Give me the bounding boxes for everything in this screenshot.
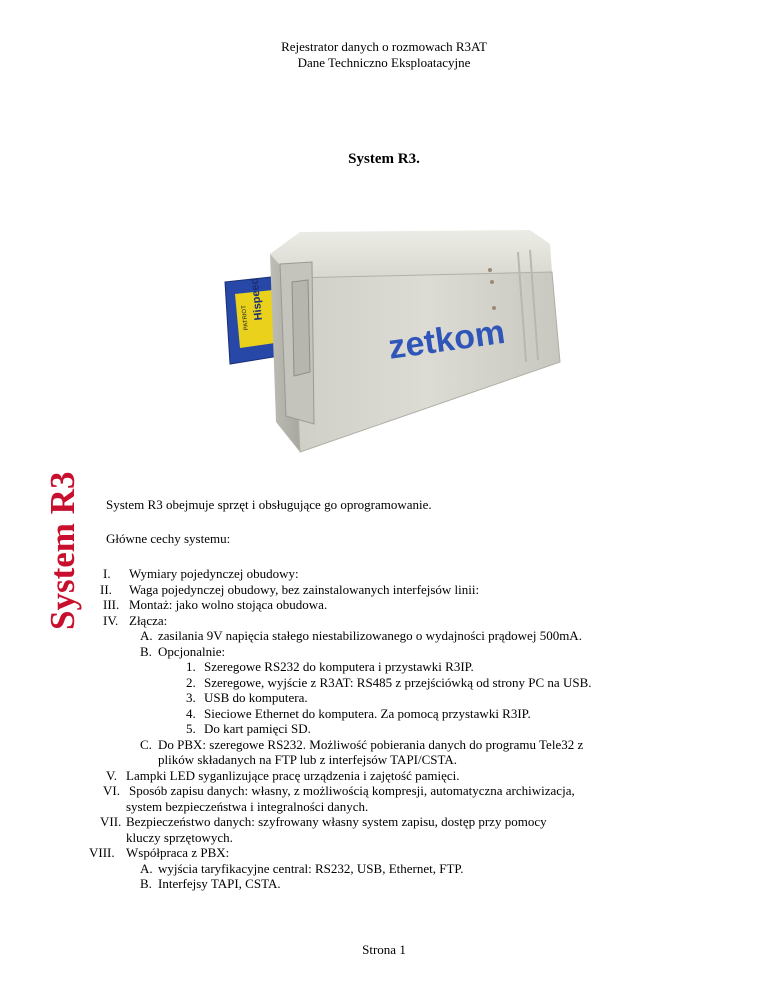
list-item-continuation: plików składanych na FTP lub z interfejsów TAPI/CSTA. (158, 752, 458, 767)
list-item: Do PBX: szeregowe RS232. Możliwość pobierania danych do programu Tele32 z (158, 737, 584, 752)
list-item-marker: VI. (103, 783, 120, 798)
list-item-marker: IV. (103, 613, 119, 628)
list-item-marker: B. (140, 644, 152, 659)
list-item-marker: 1. (186, 659, 196, 674)
list-item: Do kart pamięci SD. (204, 721, 311, 736)
header-line-1: Rejestrator danych o rozmowach R3AT (281, 39, 487, 54)
list-item: Szeregowe, wyjście z R3AT: RS485 z przejściówką od strony PC na USB. (204, 675, 592, 690)
list-item-marker: A. (140, 861, 153, 876)
list-item-marker: III. (103, 597, 120, 612)
list-item: wyjścia taryfikacyjne central: RS232, USB, Ethernet, FTP. (158, 861, 464, 876)
page-number: Strona 1 (362, 942, 406, 957)
list-item-continuation: system bezpieczeństwa i integralności danych. (126, 799, 369, 814)
list-item: Lampki LED syganlizujące pracę urządzenia i zajętość pamięci. (126, 768, 460, 783)
product-photo (200, 212, 570, 472)
list-item: Interfejsy TAPI, CSTA. (158, 876, 281, 891)
list-item-marker: 5. (186, 721, 196, 736)
list-item: Współpraca z PBX: (126, 845, 230, 860)
list-item-marker: VII. (100, 814, 122, 829)
intro-text: System R3 obejmuje sprzęt i obsługujące go oprogramowanie. (106, 497, 432, 512)
list-item-marker: II. (100, 582, 112, 597)
list-item: USB do komputera. (204, 690, 308, 705)
list-item-marker: B. (140, 876, 152, 891)
list-item-marker: V. (106, 768, 117, 783)
list-item-marker: 4. (186, 706, 196, 721)
list-item: Waga pojedynczej obudowy, bez zainstalowanych interfejsów linii: (129, 582, 480, 597)
list-item: Złącza: (129, 613, 168, 628)
list-item-continuation: kluczy sprzętowych. (126, 830, 233, 845)
list-item-marker: I. (103, 566, 111, 581)
side-title: System R3 (43, 471, 82, 630)
document-header (0, 39, 768, 71)
list-item-marker: 3. (186, 690, 196, 705)
zetkom-logo: zetkom (385, 312, 508, 367)
list-item: Sieciowe Ethernet do komputera. Za pomocą przystawki R3IP. (204, 706, 531, 721)
list-item: Bezpieczeństwo danych: szyfrowany własny system zapisu, dostęp przy pomocy (126, 814, 547, 829)
list-item: zasilania 9V napięcia stałego niestabilizowanego o wydajności prądowej 500mA. (158, 628, 582, 643)
list-item: Wymiary pojedynczej obudowy: (129, 566, 299, 581)
header-line-2: Dane Techniczno Eksploatacyjne (297, 55, 471, 70)
list-item-marker: VIII. (89, 845, 115, 860)
list-item: Montaż: jako wolno stojąca obudowa. (129, 597, 328, 612)
page-title: System R3. (348, 151, 420, 167)
list-item: Sposób zapisu danych: własny, z możliwością kompresji, automatyczna archiwizacja, (129, 783, 575, 798)
list-item: Opcjonalnie: (158, 644, 226, 659)
list-item-marker: C. (140, 737, 152, 752)
features-heading: Główne cechy systemu: (106, 531, 231, 546)
card-text-1: PATRIOT (241, 304, 250, 331)
card-brand-text: Hispeed (248, 277, 265, 321)
list-item-marker: 2. (186, 675, 196, 690)
list-item: Szeregowe RS232 do komputera i przystawki R3IP. (204, 659, 474, 674)
list-item-marker: A. (140, 628, 153, 643)
